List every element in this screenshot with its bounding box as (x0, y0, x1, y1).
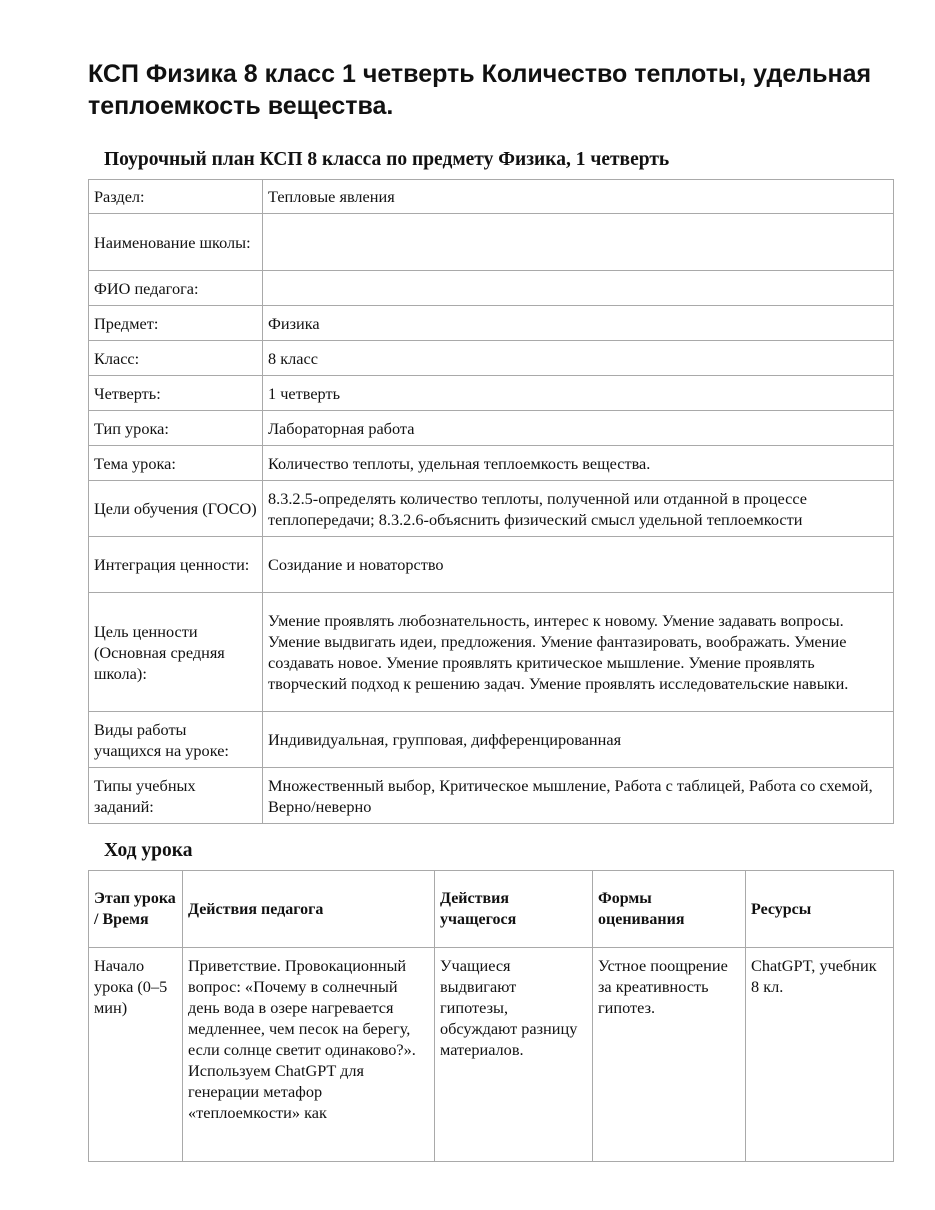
cell-resources-text: ChatGPT, учебник 8 кл. (751, 956, 877, 996)
row-value: Количество теплоты, удельная теплоемкость вещества. (263, 446, 894, 481)
row-label: Виды работы учащихся на уроке: (89, 712, 263, 768)
row-value: Тепловые явления (263, 180, 894, 214)
cell-resources (746, 948, 894, 1162)
cell-assessment-text: Устное поощрение за креативность гипотез. (598, 956, 728, 1017)
row-label: Раздел: (89, 180, 263, 214)
table-row (89, 411, 894, 446)
table-row (89, 271, 894, 306)
column-header-students: Действия учащегося (435, 871, 593, 948)
table-row (89, 376, 894, 411)
row-value (263, 214, 894, 271)
row-value: Созидание и новаторство (263, 537, 894, 593)
plan-heading: Поурочный план КСП 8 класса по предмету Физика, 1 четверть (104, 149, 670, 170)
row-label: Класс: (89, 341, 263, 376)
cell-stage-text: Начало урока (0–5 мин) (94, 956, 168, 1017)
cell-assessment (593, 948, 746, 1162)
row-label: Цель ценности (Основная средняя школа): (89, 593, 263, 712)
table-row (89, 712, 894, 768)
row-value: Множественный выбор, Критическое мышление, Работа с таблицей, Работа со схемой, Верно/неверно (263, 768, 894, 824)
row-label: Тема урока: (89, 446, 263, 481)
column-header-assessment: Формы оценивания (593, 871, 746, 948)
table-row (89, 306, 894, 341)
lesson-flow-table (88, 870, 894, 1162)
table-row (89, 341, 894, 376)
row-value (263, 271, 894, 306)
row-value: Индивидуальная, групповая, дифференцированная (263, 712, 894, 768)
cell-stage (89, 948, 183, 1162)
column-header-stage: Этап урока / Время (89, 871, 183, 948)
cell-students (435, 948, 593, 1162)
table-row (89, 481, 894, 537)
table-row (89, 214, 894, 271)
table-row (89, 948, 894, 1162)
lesson-flow-heading: Ход урока (104, 840, 193, 861)
column-header-resources: Ресурсы (746, 871, 894, 948)
row-label: Типы учебных заданий: (89, 768, 263, 824)
row-value: Умение проявлять любознательность, интерес к новому. Умение задавать вопросы. Умение выдвигать идеи, предложения. Умение фантазировать, воображать. Умение создавать новое. Умение проявлять критическое мышление. Умение проявлять творческий подход к решению задач. Умение проявлять исследовательские навыки. (263, 593, 894, 712)
row-value: 8.3.2.5-определять количество теплоты, полученной или отданной в процессе теплопередачи; 8.3.2.6-объяснить физический смысл удельной теплоемкости (263, 481, 894, 537)
row-label: Цели обучения (ГОСО) (89, 481, 263, 537)
lesson-info-table (88, 179, 894, 824)
row-label: ФИО педагога: (89, 271, 263, 306)
cell-teacher (183, 948, 435, 1162)
cell-teacher-text: Приветствие. Провокационный вопрос: «Почему в солнечный день вода в озере нагревается медленнее, чем песок на берегу, если солнце светит одинаково?». Используем ChatGPT для генерации метафор «теплоемкости» как (188, 956, 416, 1122)
column-header-teacher: Действия педагога (183, 871, 435, 948)
row-value: Лабораторная работа (263, 411, 894, 446)
table-row (89, 768, 894, 824)
row-value: Физика (263, 306, 894, 341)
row-label: Наименование школы: (89, 214, 263, 271)
cell-students-text: Учащиеся выдвигают гипотезы, обсуждают разницу материалов. (440, 956, 578, 1059)
table-header-row (89, 871, 894, 948)
row-label: Интеграция ценности: (89, 537, 263, 593)
table-row (89, 593, 894, 712)
row-value: 8 класс (263, 341, 894, 376)
document-title: КСП Физика 8 класс 1 четверть Количество теплоты, удельная теплоемкость вещества. (88, 60, 872, 120)
row-value: 1 четверть (263, 376, 894, 411)
row-label: Тип урока: (89, 411, 263, 446)
table-row (89, 537, 894, 593)
row-label: Четверть: (89, 376, 263, 411)
table-row (89, 180, 894, 214)
row-label: Предмет: (89, 306, 263, 341)
table-row (89, 446, 894, 481)
